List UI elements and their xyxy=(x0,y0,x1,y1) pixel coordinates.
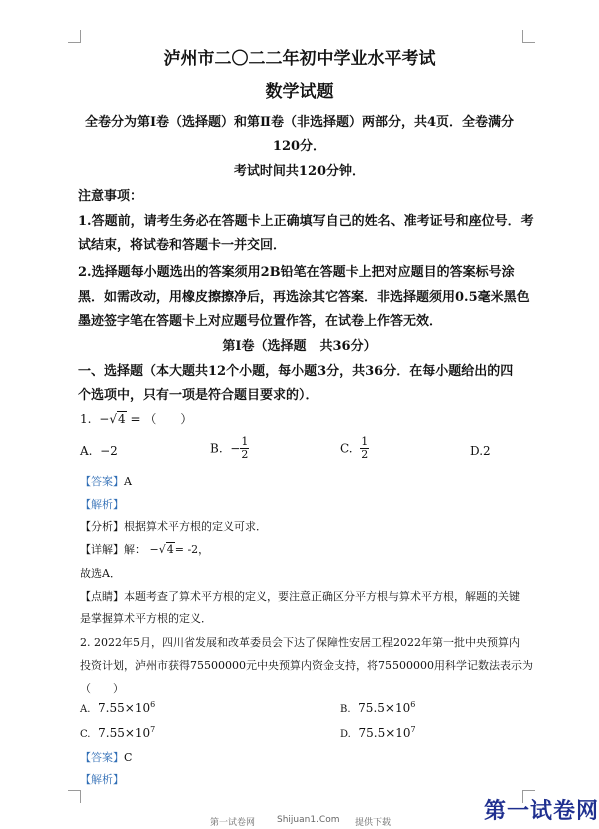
time-line: 考试时间共120分钟． xyxy=(233,164,366,179)
q1-dianjing-line-2: 是掌握算术平方根的定义． xyxy=(80,612,212,625)
footer-left: 第一试卷网 xyxy=(210,818,256,828)
note-1-line-2: 试结束，将试卷和答题卡一并交回． xyxy=(78,238,287,253)
sqrt-symbol: √4 xyxy=(158,543,174,556)
footer-middle: Shijuan1.Com xyxy=(277,815,340,825)
q1-option-d: D.2 xyxy=(470,444,491,458)
note-2-line-2: 黑．如需改动，用橡皮擦擦净后，再选涂其它答案．非选择题须用0.5毫米黑色 xyxy=(78,290,530,305)
site-logo: 第一试卷网 xyxy=(484,799,599,824)
footer-right: 提供下载 xyxy=(355,818,392,828)
question-2-line-1: 2. 2022年5月，四川省发展和改革委员会下达了保障性安居工程2022年第一批中央预算内 xyxy=(80,636,520,649)
section-1-line-2: 个选项中，只有一项是符合题目要求的）． xyxy=(78,388,319,403)
crop-mark-top-right xyxy=(522,30,535,43)
q2-option-c: C. $7.55\times 10^7$ xyxy=(80,725,156,740)
q1-option-b: B. − $\frac{1}{2}$ xyxy=(210,435,249,461)
q2-option-d: D. $75.5\times 10^7$ xyxy=(340,725,416,740)
intro-line-2: 120分． xyxy=(272,139,327,154)
exam-subtitle: 数学试题 xyxy=(265,82,334,102)
q1-conclusion: 故选A． xyxy=(80,567,121,580)
exam-title: 泸州市二〇二二年初中学业水平考试 xyxy=(163,49,436,69)
crop-mark-bottom-left xyxy=(68,790,81,803)
q1-dianjing-line-1: 【点睛】本题考查了算术平方根的定义，要注意正确区分平方根与算术平方根，解题的关键 xyxy=(80,590,520,603)
notes-heading: 注意事项： xyxy=(78,189,144,204)
sqrt-symbol: √4 xyxy=(109,412,126,426)
section-1-line-1: 一、选择题（本大题共12个小题，每小题3分，共36分．在每小题给出的四 xyxy=(78,364,514,379)
q2-analysis-tag: 【解析】 xyxy=(80,773,124,786)
q2-answer: 【答案】C xyxy=(80,751,133,764)
q2-option-a: A. $7.55\times 10^6$ xyxy=(80,700,156,715)
q1-analysis-tag: 【解析】 xyxy=(80,498,124,511)
question-2-line-3: （ ） xyxy=(80,682,124,695)
fraction: $\frac{1}{2}$ xyxy=(361,435,369,461)
intro-line-1: 全卷分为第Ⅰ卷（选择题）和第Ⅱ卷（非选择题）两部分，共4页．全卷满分 xyxy=(84,115,515,130)
fraction: $\frac{1}{2}$ xyxy=(241,435,249,461)
q1-answer: 【答案】A xyxy=(80,475,132,488)
q2-option-b: B. $75.5\times 10^6$ xyxy=(340,700,416,715)
q1-option-a: A. −2 xyxy=(80,444,118,458)
q1-fenxi: 【分析】根据算术平方根的定义可求． xyxy=(80,520,267,533)
note-2-line-3: 墨迹签字笔在答题卡上对应题号位置作答，在试卷上作答无效． xyxy=(78,314,443,329)
crop-mark-top-left xyxy=(68,30,81,43)
question-1-stem: 1. −√4 = （ ） xyxy=(80,412,193,426)
q1-xiangjie: 【详解】解： −√4= -2， xyxy=(80,543,210,556)
note-2-line-1: 2.选择题每小题选出的答案须用2B铅笔在答题卡上把对应题目的答案标号涂 xyxy=(78,265,515,280)
question-2-line-2: 投资计划，泸州市获得75500000元中央预算内资金支持，将75500000用科学记数法表示为 xyxy=(80,659,533,672)
part-1-heading: 第Ⅰ卷（选择题 共36分） xyxy=(222,339,377,354)
q1-option-c: C. $\frac{1}{2}$ xyxy=(340,435,369,461)
note-1-line-1: 1.答题前，请考生务必在答题卡上正确填写自己的姓名、准考证号和座位号．考 xyxy=(78,214,534,229)
